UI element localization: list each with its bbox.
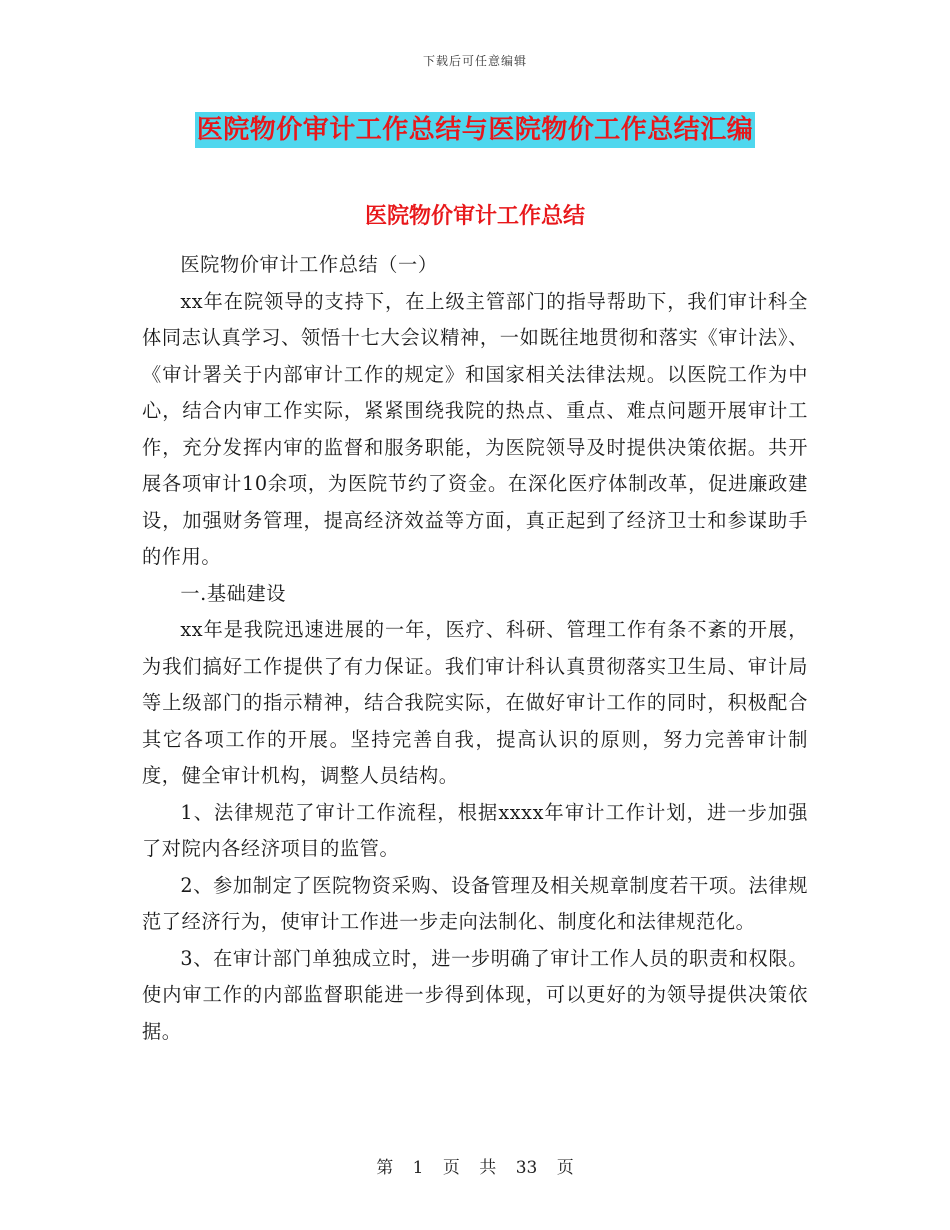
- footer-page-label: 第: [376, 1158, 394, 1178]
- footer-page-number: 1: [412, 1158, 424, 1178]
- paragraph-subheading: 医院物价审计工作总结（一）: [180, 253, 438, 276]
- paragraph: 3、在审计部门单独成立时，进一步明确了审计工作人员的职责和权限。使内审工作的内部监督职能进一步得到体现，可以更好的为领导提供决策依据。: [142, 946, 808, 1043]
- paragraph-heading: 一.基础建设: [180, 581, 287, 605]
- page-footer: [0, 1153, 950, 1178]
- paragraph: xx年在院领导的支持下，在上级主管部门的指导帮助下，我们审计科全体同志认真学习、领悟十七大会议精神，一如既往地贯彻和落实《审计法》、《审计署关于内部审计工作的规定》和国家相关法律法规。以医院工作为中心，结合内审工作实际，紧紧围绕我院的热点、重点、难点问题开展审计工作，充分发挥内审的监督和服务职能，为医院领导及时提供决策依据。共开展各项审计10余项，为医院节约了资金。在深化医疗体制改革，促进廉政建设，加强财务管理，提高经济效益等方面，真正起到了经济卫士和参谋助手的作用。: [142, 289, 808, 568]
- header-note: 下载后可任意编辑: [422, 54, 527, 68]
- body-text: [142, 247, 808, 1050]
- main-title-wrap: [0, 112, 950, 148]
- paragraph: 2、参加制定了医院物资采购、设备管理及相关规章制度若干项。法律规范了经济行为，使审计工作进一步走向法制化、制度化和法律规范化。: [142, 873, 808, 933]
- paragraph: 1、法律规范了审计工作流程，根据xxxx年审计工作计划，进一步加强了对院内各经济项目的监管。: [142, 800, 808, 860]
- paragraph: xx年是我院迅速进展的一年，医疗、科研、管理工作有条不紊的开展，为我们搞好工作提供了有力保证。我们审计科认真贯彻落实卫生局、审计局等上级部门的指示精神，结合我院实际，在做好审计工作的同时，积极配合其它各项工作的开展。坚持完善自我，提高认识的原则，努力完善审计制度，健全审计机构，调整人员结构。: [142, 618, 808, 787]
- main-title: 医院物价审计工作总结与医院物价工作总结汇编: [195, 112, 756, 148]
- footer-total-pages: 33: [515, 1158, 538, 1178]
- footer-total-label: 共: [479, 1158, 497, 1178]
- footer-total-unit: 页: [556, 1158, 574, 1178]
- footer-page-unit: 页: [442, 1158, 460, 1178]
- section-title: 医院物价审计工作总结: [364, 203, 585, 229]
